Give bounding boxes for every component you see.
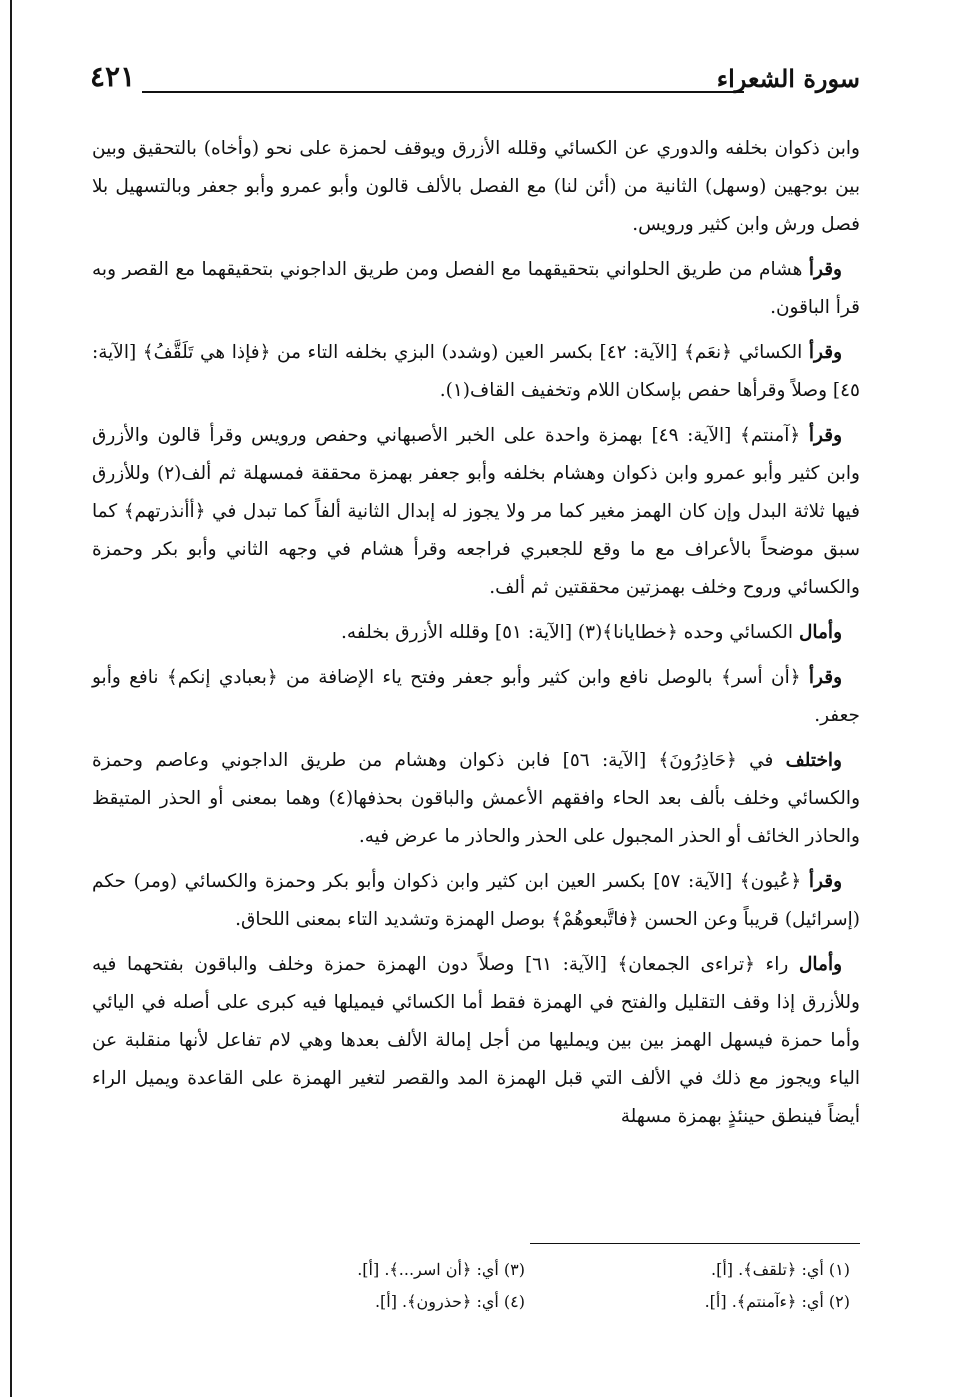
footnote-rule [530,1243,860,1244]
footnotes [200,1257,850,1315]
paragraph: وقرأ هشام من طريق الحلواني بتحقيقهما مع الفصل ومن طريق الداجوني بتحقيقهما مع القصر وبه قرأ الباقون. [92,259,860,318]
surah-title: سورة الشعراء [716,64,860,93]
page-header [90,60,860,104]
page-number: ٤٢١ [90,60,136,93]
footnote: (٣) أي: ﴿أن اسر...﴾. [أ]. [357,1260,525,1279]
paragraph: واختلف في ﴿حَاذِرُونَ﴾ [الآية: ٥٦] فابن ذكوان وهشام من طريق الداجوني وعاصم وحمزة والكسائي وخلف بألف بعد الحاء وافقهم الأعمش والباقون بحذفها(٤) وهما بمعنى أو الحذر المتيقظ والحاذر الخائف أو الحذر المجبول على الحذر والحاذر ما عرض فيه. [92,750,860,847]
paragraph: وابن ذكوان بخلفه والدوري عن الكسائي وقلله الأزرق ويوقف لحمزة على نحو (وأخاه) بالتحقيق وبين بين بوجهين (وسهل) الثانية من (أئن لنا) مع الفصل بالألف قالون وأبو عمرو وأبو جعفر وبالتسهيل بلا فصل ورش وابن كثير ورويس. [92,138,860,235]
paragraph: وقرأ ﴿عُيون﴾ [الآية: ٥٧] بكسر العين ابن كثير وابن ذكوان وأبو بكر وحمزة والكسائي (ومر) حكم (إسرائيل) قريباً وعن الحسن ﴿فاتَّبعوهُمْ﴾ بوصل الهمزة وتشديد التاء بمعنى اللحاق. [92,871,860,930]
paragraph: وقرأ ﴿أن أسر﴾ بالوصل نافع وابن كثير وأبو جعفر وفتح ياء الإضافة من ﴿بعبادي إنكم﴾ نافع وأبو جعفر. [92,667,860,726]
header-rule [142,91,744,93]
paragraph: وأمال الكسائي وحده ﴿خطايانا﴾(٣) [الآية: ٥١] وقلله الأزرق بخلفه. [340,622,842,643]
paragraph: وأمال راء ﴿تراءى الجمعان﴾ [الآية: ٦١] وصلاً دون الهمزة حمزة وخلف والباقون بفتحهما فيه وللأزرق إذا وقف التقليل والفتح في الهمزة فقط أما الكسائي فيميلها فيه كبرى على أصله في اليائي وأما حمزة فيسهل الهمز بين بين ويمليها من أجل إمالة الألف بعدها وهي لام تفاعل لأنها منقلبة عن الياء ويجوز مع ذلك في الألف التي قبل الهمزة المد والقصر لتغير الهمزة على القاعدة ويميل الراء أيضاً فينطق حينئذٍ بهمزة مسهلة [92,954,860,1127]
page-margin-line [10,0,12,1397]
paragraph: وقرأ الكسائي ﴿نعَم﴾ [الآية: ٤٢] بكسر العين (وشدد) البزي بخلفه التاء من ﴿فإذا هي تَلَقَّفُ﴾ [الآية: ٤٥] وصلاً وقرأها حفص بإسكان اللام وتخفيف القاف(١). [92,342,860,401]
footnote: (٤) أي: ﴿حذرون﴾. [أ]. [374,1292,525,1311]
main-text [92,130,860,1143]
footnote: (٢) أي: ﴿ءآمنتم﴾. [أ]. [704,1292,850,1311]
footnote: (١) أي: ﴿تلقف﴾. [أ]. [711,1260,850,1279]
paragraph: وقرأ ﴿آمنتم﴾ [الآية: ٤٩] بهمزة واحدة على الخبر الأصبهاني وحفص ورويس وقرأ قالون والأزرق وابن كثير وأبو عمرو وابن ذكوان وهشام بخلفه وأبو جعفر بهمزة محققة فمسهلة ثم ألف(٢) وللأزرق فيها ثلاثة البدل وإن كان الهمز مغير كما مر ولا يجوز له إبدال الثانية ألفاً كما تبدل في ﴿أأنذرتهم﴾ كما سبق موضحاً بالأعراف مع ما وقع للجعبري فراجعه وقرأ هشام في وجهه الثاني وأبو بكر وحمزة والكسائي وروح وخلف بهمزتين محققتين ثم ألف. [92,425,860,598]
